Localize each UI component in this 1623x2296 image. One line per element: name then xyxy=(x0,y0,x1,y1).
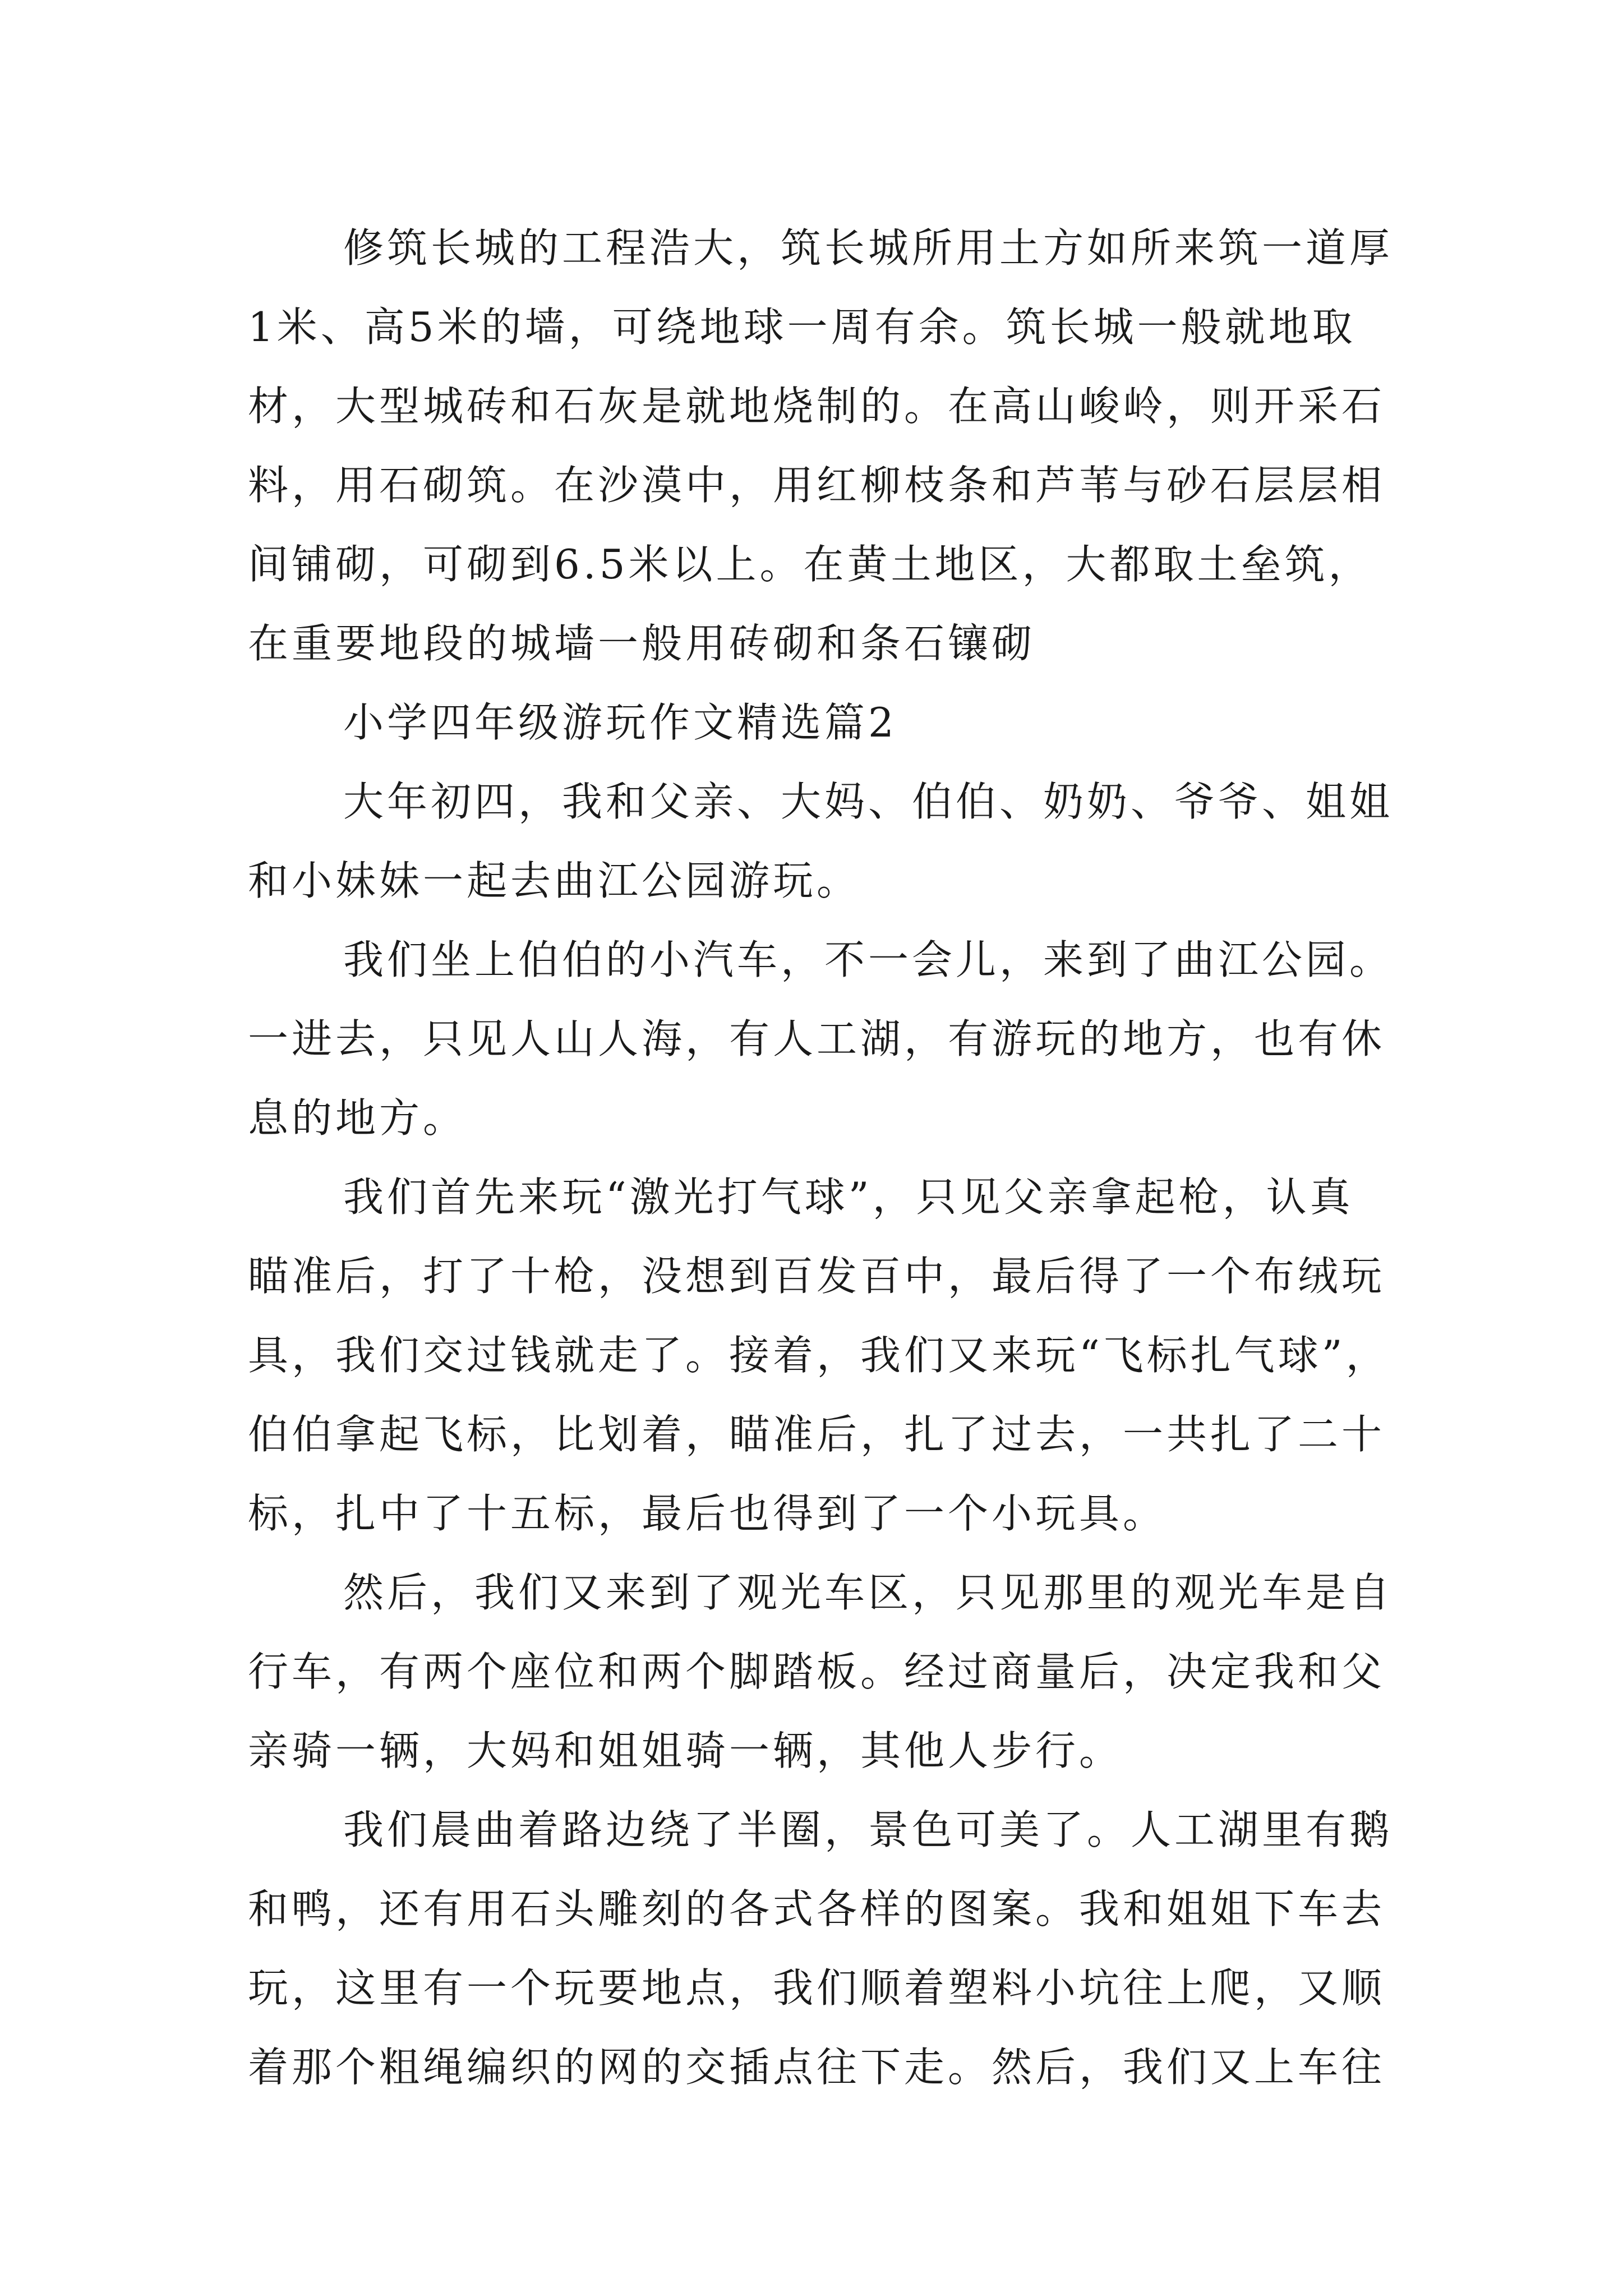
document-body xyxy=(248,209,1392,2107)
paragraph-line: 瞄准后，打了十枪，没想到百发百中，最后得了一个布绒玩 xyxy=(248,1253,1386,1300)
paragraph-line: 亲骑一辆，大妈和姐姐骑一辆，其他人步行。 xyxy=(248,1727,1123,1774)
paragraph-line: 然后，我们又来到了观光车区，只见那里的观光车是自 xyxy=(343,1569,1394,1616)
paragraph-line: 标，扎中了十五标，最后也得到了一个小玩具。 xyxy=(248,1490,1167,1537)
paragraph-line: 着那个粗绳编织的网的交插点往下走。然后，我们又上车往 xyxy=(248,2044,1386,2091)
section-heading: 小学四年级游玩作文精选篇2 xyxy=(343,699,897,746)
paragraph-line: 我们晨曲着路边绕了半圈，景色可美了。人工湖里有鹅 xyxy=(343,1806,1394,1853)
paragraph-line: 我们坐上伯伯的小汽车，不一会儿，来到了曲江公园。 xyxy=(343,936,1394,983)
paragraph-line: 玩，这里有一个玩要地点，我们顺着塑料小坑往上爬，又顺 xyxy=(248,1964,1386,2012)
paragraph-line: 行车，有两个座位和两个脚踏板。经过商量后，决定我和父 xyxy=(248,1648,1386,1695)
paragraph-line: 大年初四，我和父亲、大妈、伯伯、奶奶、爷爷、姐姐 xyxy=(343,778,1394,825)
paragraph-line: 材，大型城砖和石灰是就地烧制的。在高山峻岭，则开采石 xyxy=(248,383,1386,430)
paragraph-line: 间铺砌，可砌到6.5米以上。在黄土地区，大都取土垒筑， xyxy=(248,541,1372,588)
paragraph-line: 修筑长城的工程浩大，筑长城所用土方如所来筑一道厚 xyxy=(343,224,1394,272)
paragraph-line: 和小妹妹一起去曲江公园游玩。 xyxy=(248,857,861,904)
paragraph-line: 我们首先来玩“激光打气球”，只见父亲拿起枪，认真 xyxy=(343,1174,1354,1221)
paragraph-line: 伯伯拿起飞标，比划着，瞄准后，扎了过去，一共扎了二十 xyxy=(248,1411,1386,1458)
paragraph-line: 1米、高5米的墙，可绕地球一周有余。筑长城一般就地取 xyxy=(248,303,1356,351)
paragraph-line: 在重要地段的城墙一般用砖砌和条石镶砌 xyxy=(248,620,1036,667)
paragraph-line: 一进去，只见人山人海，有人工湖，有游玩的地方，也有休 xyxy=(248,1015,1386,1062)
paragraph-line: 料，用石砌筑。在沙漠中，用红柳枝条和芦苇与砂石层层相 xyxy=(248,462,1386,509)
paragraph-line: 和鸭，还有用石头雕刻的各式各样的图案。我和姐姐下车去 xyxy=(248,1885,1386,1932)
paragraph-line: 具，我们交过钱就走了。接着，我们又来玩“飞标扎气球”， xyxy=(248,1332,1390,1379)
paragraph-line: 息的地方。 xyxy=(248,1094,467,1142)
